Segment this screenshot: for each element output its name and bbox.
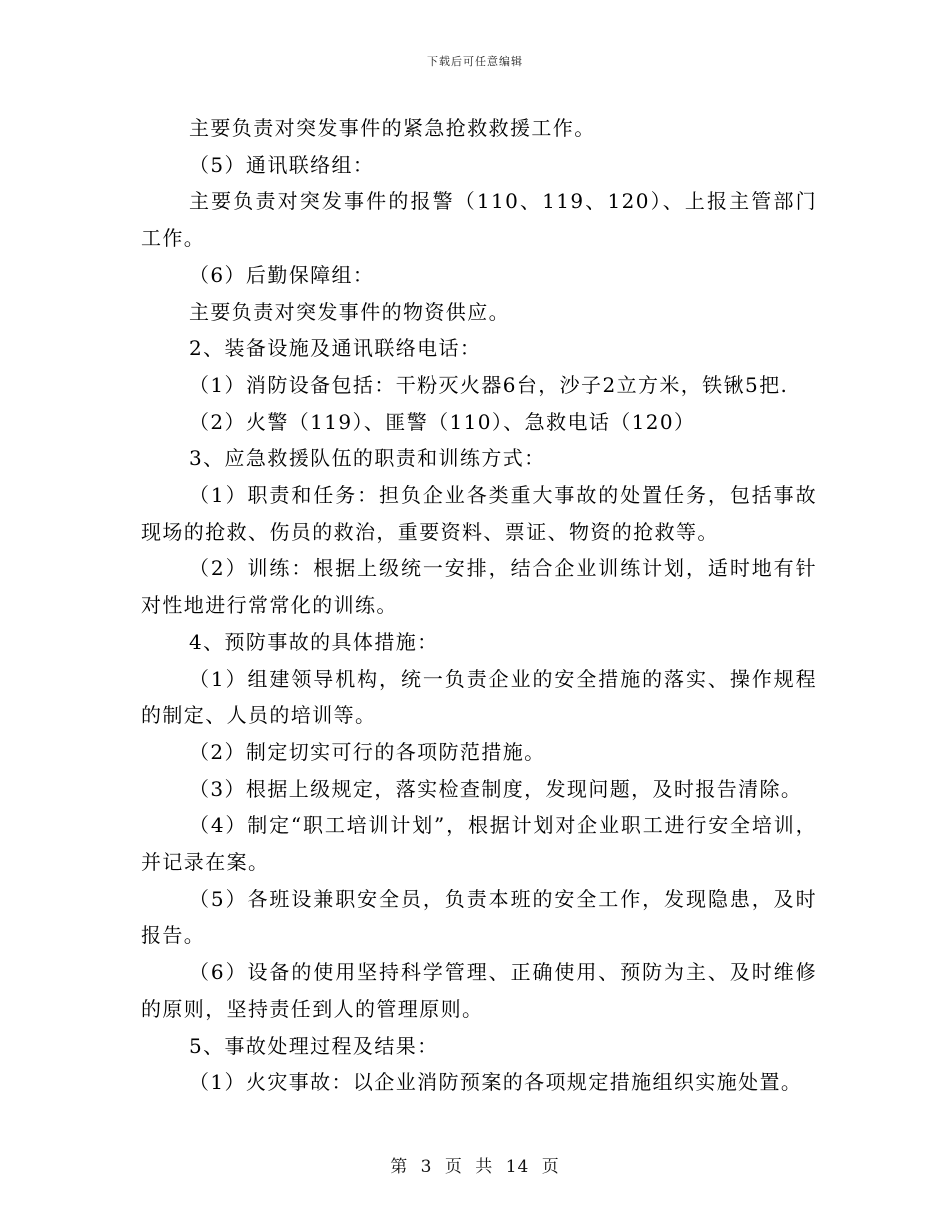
page-header: 下载后可任意编辑	[427, 55, 523, 68]
paragraph: 主要负责对突发事件的物资供应。	[189, 299, 510, 324]
paragraph: 主要负责对突发事件的紧急抢救救援工作。	[189, 116, 596, 140]
paragraph: （2）火警（119）、匪警（110）、急救电话（120）	[189, 409, 696, 434]
paragraph: （4）制定“职工培训计划”，根据计划对企业职工进行安全培训，并记录在案。	[141, 813, 817, 875]
document-body	[141, 110, 817, 1101]
paragraph: （5）通讯联络组：	[189, 152, 375, 177]
paragraph: 4、预防事故的具体措施：	[189, 629, 439, 654]
paragraph: （2）训练：根据上级统一安排，结合企业训练计划，适时地有针对性地进行常常化的训练。	[141, 556, 817, 618]
paragraph: （5）各班设兼职安全员，负责本班的安全工作，发现隐患，及时报告。	[141, 886, 817, 948]
paragraph: （1）组建领导机构，统一负责企业的安全措施的落实、操作规程的制定、人员的培训等。	[141, 666, 817, 728]
paragraph: （6）后勤保障组：	[189, 262, 375, 287]
paragraph: 5、事故处理过程及结果：	[189, 1033, 439, 1058]
page-number-footer: 第 3 页 共 14 页	[390, 1157, 560, 1177]
paragraph: （2）制定切实可行的各项防范措施。	[189, 739, 546, 764]
paragraph: 2、装备设施及通讯联络电话：	[189, 336, 482, 361]
paragraph: 主要负责对突发事件的报警（110、119、120）、上报主管部门工作。	[141, 189, 817, 251]
paragraph: （1）职责和任务：担负企业各类重大事故的处置任务，包括事故现场的抢救、伤员的救治，重要资料、票证、物资的抢救等。	[141, 483, 817, 544]
paragraph: （3）根据上级规定，落实检查制度，发现问题，及时报告清除。	[189, 776, 803, 801]
paragraph: （6）设备的使用坚持科学管理、正确使用、预防为主、及时维修的原则，坚持责任到人的管理原则。	[141, 960, 817, 1021]
paragraph: （1）消防设备包括：干粉灭火器6台，沙子2立方米，铁锹5把.	[189, 372, 789, 397]
paragraph: 3、应急救援队伍的职责和训练方式：	[189, 446, 546, 471]
paragraph: （1）火灾事故：以企业消防预案的各项规定措施组织实施处置。	[189, 1070, 803, 1095]
